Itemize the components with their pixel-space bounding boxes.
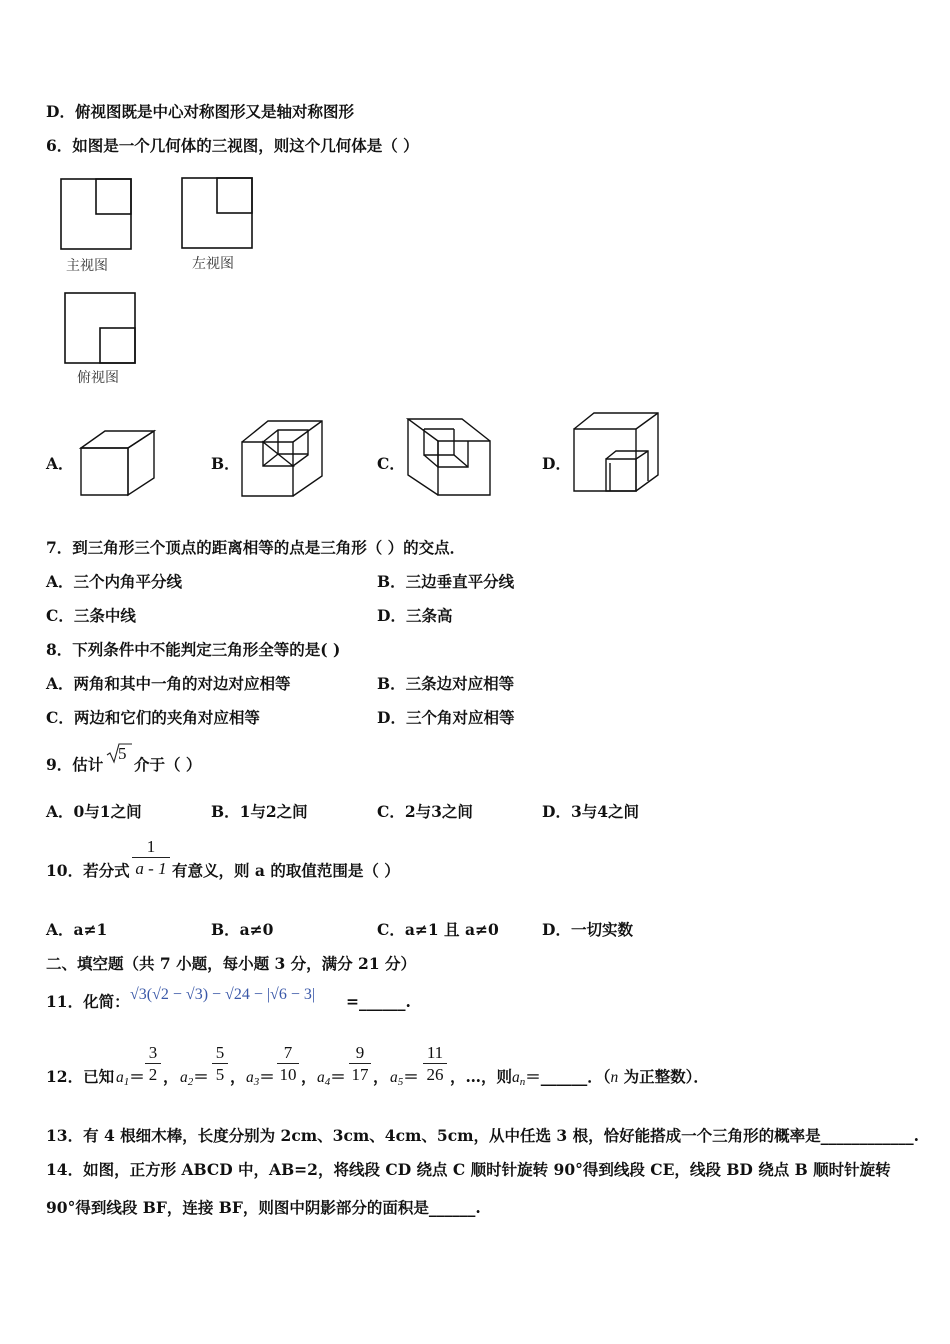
q13-text: 13．有 4 根细木棒，长度分别为 2cm、3cm、4cm、5cm，从中任选 3 根，恰好能搭成一个三角形的概率是____________.	[46, 1126, 920, 1145]
q5-option-d: D．俯视图既是中心对称图形又是轴对称图形	[46, 102, 354, 121]
q7-stem: 7．到三角形三个顶点的距离相等的点是三角形（ ）的交点．	[46, 538, 466, 557]
front-view-figure	[60, 178, 136, 252]
q6-option-c-label: C．	[377, 454, 405, 473]
q9-option-a: A．0与1之间	[46, 802, 142, 821]
q10-option-b: B．a≠0	[211, 920, 274, 939]
q10-numerator: 1	[146, 837, 156, 856]
q12-term-3: $a_3=$	[246, 1067, 275, 1088]
q10-fraction	[132, 838, 170, 877]
q12-term-4: $a_4=$	[317, 1067, 346, 1088]
q6-option-b-solid-figure	[238, 418, 328, 500]
q9-option-b: B．1与2之间	[211, 802, 308, 821]
q12-comma-4: ，	[373, 1067, 389, 1086]
q6-stem: 6．如图是一个几何体的三视图，则这个几何体是（ ）	[46, 136, 419, 155]
q6-option-a-label: A．	[46, 454, 74, 473]
section2-title: 二、填空题（共 7 小题，每小题 3 分，满分 21 分）	[46, 954, 417, 973]
q12-prefix: 12．已知	[46, 1067, 115, 1086]
q12-fraction-1: 3 2	[145, 1044, 161, 1083]
q12-comma-2: ，	[230, 1067, 246, 1086]
q8-option-b: B．三条边对应相等	[377, 674, 515, 693]
q8-option-d: D．三个角对应相等	[377, 708, 515, 727]
left-view-figure	[181, 177, 257, 251]
front-view-label: 主视图	[66, 258, 108, 274]
top-view-label: 俯视图	[77, 370, 119, 386]
q6-option-d-solid-figure	[570, 409, 662, 493]
q10-suffix: 有意义，则 a 的取值范围是（ ）	[172, 861, 400, 880]
q11-suffix: =______.	[346, 992, 411, 1011]
q12-comma-1: ，	[163, 1067, 179, 1086]
q9-option-d: D．3与4之间	[542, 802, 640, 821]
left-view-label: 左视图	[192, 256, 234, 272]
q7-option-a: A．三个内角平分线	[46, 572, 183, 591]
q12-term-1: $a_1=$	[116, 1067, 145, 1088]
q12-tail: ，…，则$a_n=\_\_\_\_\_\_$．（n 为正整数）．	[450, 1067, 709, 1088]
q8-stem: 8．下列条件中不能判定三角形全等的是( )	[46, 640, 341, 659]
top-view-figure	[64, 292, 140, 366]
q12-fraction-2: 5 5	[212, 1044, 228, 1083]
q11-expression: √3(√2 − √3) − √24 − |√6 − 3|	[130, 986, 316, 1003]
q6-option-d-label: D．	[542, 454, 571, 473]
q9-radicand: 5	[118, 744, 127, 763]
q9-option-c: C．2与3之间	[377, 802, 473, 821]
q9-suffix: 介于（ ）	[134, 755, 202, 774]
q10-option-a: A．a≠1	[46, 920, 108, 939]
q7-option-b: B．三边垂直平分线	[377, 572, 515, 591]
q6-option-a-cube-figure	[78, 428, 160, 500]
q12-term-2: $a_2=$	[180, 1067, 209, 1088]
q6-option-b-label: B．	[211, 454, 240, 473]
q8-option-c: C．两边和它们的夹角对应相等	[46, 708, 260, 727]
q12-comma-3: ，	[301, 1067, 317, 1086]
q10-prefix: 10．若分式	[46, 861, 130, 880]
q12-fraction-5: 11 26	[423, 1044, 447, 1083]
q14-line1: 14．如图，正方形 ABCD 中，AB=2，将线段 CD 绕点 C 顺时针旋转 90°得到线段 CE，线段 BD 绕点 B 顺时针旋转	[46, 1160, 891, 1179]
q10-option-d: D．一切实数	[542, 920, 633, 939]
q6-option-c-solid-figure	[404, 415, 494, 499]
q10-option-c: C．a≠1 且 a≠0	[377, 920, 499, 939]
q7-option-c: C．三条中线	[46, 606, 136, 625]
q7-option-d: D．三条高	[377, 606, 453, 625]
q12-fraction-4: 9 17	[349, 1044, 371, 1083]
q10-denominator: a - 1	[135, 859, 167, 878]
q14-line2: 90°得到线段 BF，连接 BF，则图中阴影部分的面积是______.	[46, 1198, 481, 1217]
q8-option-a: A．两角和其中一角的对边对应相等	[46, 674, 291, 693]
q11-prefix: 11．化简：	[46, 992, 130, 1011]
q9-prefix: 9．估计	[46, 755, 104, 774]
q12-term-5: $a_5=$	[390, 1067, 419, 1088]
q12-fraction-3: 7 10	[277, 1044, 299, 1083]
